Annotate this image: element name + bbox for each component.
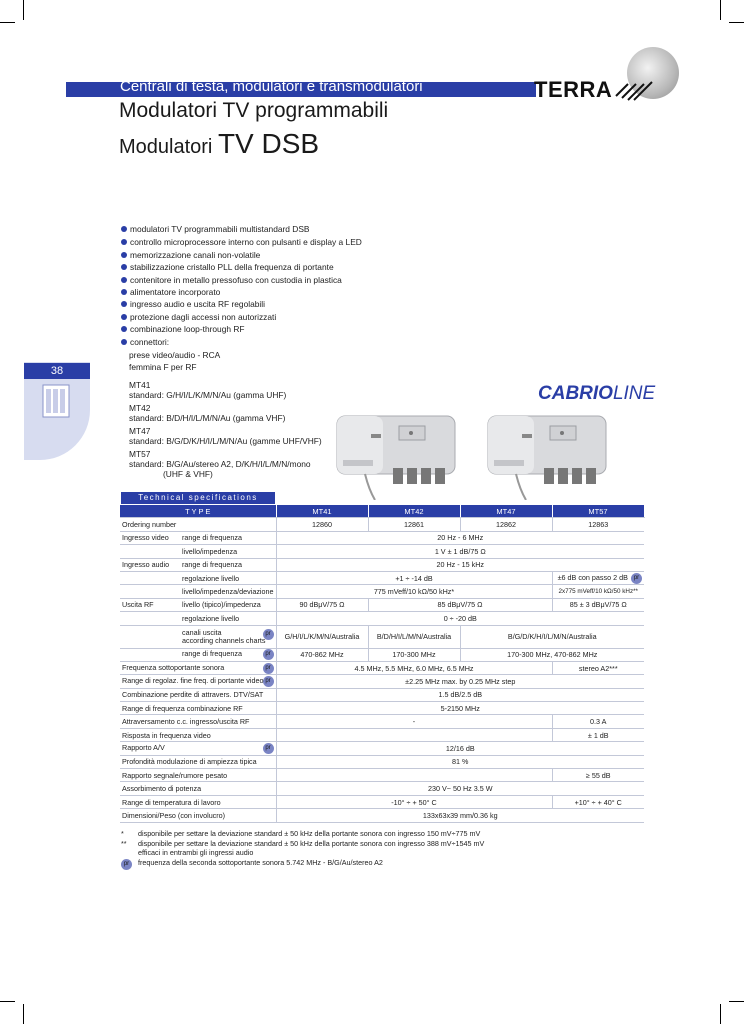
pr-badge-icon: pr (263, 663, 274, 674)
table-row: pr Frequenza sottoportante sonora 4.5 MHz, 5.5 MHz, 6.0 MHz, 6.5 MHz stereo A2*** (120, 661, 644, 674)
crop-mark (729, 1001, 744, 1002)
crop-mark (23, 0, 24, 20)
table-row: Ordering number 12860 12861 12862 12863 (120, 518, 644, 531)
page-number: 38 (24, 363, 90, 379)
crop-mark (720, 0, 721, 20)
table-row: Range di temperatura di lavoro -10° ÷ + 50° C +10° ÷ + 40° C (120, 795, 644, 808)
table-row: Uscita RF livello (tipico)/impedenza 90 dBμV/75 Ω 85 dBμV/75 Ω 85 ± 3 dBμV/75 Ω (120, 598, 644, 611)
pr-badge-icon: pr (631, 573, 642, 584)
table-row: regolazione livello +1 ÷ -14 dB pr ±6 dB con passo 2 dB (120, 571, 644, 584)
model-standard: standard: B/G/D/K/H/I/L/M/N/Au (gamme UHF/VHF) (129, 436, 322, 446)
table-row: Assorbimento di potenza 230 V~ 50 Hz 3.5 W (120, 782, 644, 795)
bullet-icon (121, 252, 127, 258)
brand-logo: TERRA (534, 77, 613, 102)
table-row: Rapporto segnale/rumore pesato ≥ 55 dB (120, 769, 644, 782)
feature-item: connettori: (121, 337, 169, 347)
table-row: Ingresso audio range di frequenza 20 Hz - 15 kHz (120, 558, 644, 571)
section-title: Centrali di testa, modulatori e transmodulatori (120, 78, 423, 95)
pr-badge-icon: pr (263, 743, 274, 754)
section-header-bar (66, 78, 536, 97)
bullet-icon (121, 264, 127, 270)
bullet-icon (121, 277, 127, 283)
model-header: MT47 (460, 505, 552, 518)
table-header-row (120, 505, 644, 518)
table-row: Profondità modulazione di ampiezza tipica 81 % (120, 755, 644, 768)
model-header: MT42 (368, 505, 460, 518)
spec-table (120, 505, 645, 823)
feature-item: contenitore in metallo pressofuso con custodia in plastica (121, 275, 342, 285)
bullet-icon (121, 339, 127, 345)
crop-mark (0, 1001, 15, 1002)
table-row: Combinazione perdite di attravers. DTV/SAT 1.5 dB/2.5 dB (120, 688, 644, 701)
table-row: Dimensioni/Peso (con involucro) 133x63x39 mm/0.36 kg (120, 809, 644, 822)
table-row: regolazione livello 0 ÷ -20 dB (120, 612, 644, 625)
connector-item: prese video/audio - RCA (129, 350, 221, 360)
feature-item: alimentatore incorporato (121, 287, 220, 297)
model-standard: standard: B/D/H/I/L/M/N/Au (gamma VHF) (129, 413, 286, 423)
feature-item: memorizzazione canali non-volatile (121, 250, 260, 260)
pr-badge-icon: pr (263, 649, 274, 660)
table-row: Range di frequenza combinazione RF 5-2150 MHz (120, 702, 644, 715)
crop-mark (0, 22, 15, 23)
feature-item: ingresso audio e uscita RF regolabili (121, 299, 265, 309)
feature-item: modulatori TV programmabili multistandard DSB (121, 224, 310, 234)
table-row: livello/impedenza 1 V ± 1 dB/75 Ω (120, 545, 644, 558)
bullet-icon (121, 314, 127, 320)
pr-badge-icon: pr (121, 859, 132, 870)
modulator-device-image (486, 410, 636, 500)
logo-swoosh-icon (614, 76, 654, 102)
subtitle-emphasis: TV DSB (217, 128, 320, 159)
bullet-icon (121, 289, 127, 295)
subtitle-prefix: Modulatori (119, 136, 213, 158)
pr-badge-icon: pr (263, 676, 274, 687)
model-header: MT41 (276, 505, 368, 518)
footnote: efficaci in entrambi gli ingressi audio (138, 848, 254, 857)
crop-mark (729, 22, 744, 23)
table-row: Attraversamento c.c. ingresso/uscita RF - 0.3 A (120, 715, 644, 728)
table-row: livello/impedenza/deviazione 775 mVeff/10 kΩ/50 kHz* 2x775 mVeff/10 kΩ/50 kHz** (120, 585, 644, 598)
feature-item: controllo microprocessore interno con pulsanti e display a LED (121, 237, 362, 247)
footnote: ** disponibile per settare la deviazione standard ± 50 kHz della portante sonora con ingresso 388 mV÷1545 mV (121, 839, 485, 848)
model-header: MT57 (552, 505, 644, 518)
model-standard: standard: B/G/Au/stereo A2, D/K/H/I/L/M/N/mono (129, 459, 311, 469)
model-name: MT57 (129, 449, 151, 459)
table-row: pr Range di regolaz. fine freq. di portante video ±2.25 MHz max. by 0.25 MHz step (120, 675, 644, 688)
model-standard-bands: (UHF & VHF) (163, 469, 213, 479)
page-subtitle (119, 128, 319, 160)
bullet-icon (121, 301, 127, 307)
type-header: T Y P E (120, 505, 276, 518)
crop-mark (720, 1004, 721, 1024)
model-standard: standard: G/H/I/L/K/M/N/Au (gamma UHF) (129, 390, 287, 400)
bullet-icon (121, 226, 127, 232)
feature-item: stabilizzazione cristallo PLL della frequenza di portante (121, 262, 334, 272)
bullet-icon (121, 326, 127, 332)
table-row: pr canali uscita according channels charts G/H/I/L/K/M/N/Australia B/D/H/I/L/M/N/Australia B/G/D/K/H/I/L/M/N/Australia (120, 625, 644, 648)
table-row: Risposta in frequenza video ± 1 dB (120, 728, 644, 741)
model-name: MT47 (129, 426, 151, 436)
pr-badge-icon: pr (263, 629, 274, 640)
table-row: pr Rapporto A/V 12/16 dB (120, 742, 644, 755)
model-name: MT42 (129, 403, 151, 413)
crop-mark (23, 1004, 24, 1024)
table-row: pr range di frequenza 470-862 MHz 170-300 MHz 170-300 MHz, 470-862 MHz (120, 648, 644, 661)
tech-spec-label: Technical specifications (121, 492, 275, 504)
connector-item: femmina F per RF (129, 362, 197, 372)
bullet-icon (121, 239, 127, 245)
cabrio-line-logo: CABRIOLINE (538, 383, 656, 404)
footnote: pr frequenza della seconda sottoportante sonora 5.742 MHz - B/G/Au/stereo A2 (121, 858, 383, 870)
footnote: * disponibile per settare la deviazione standard ± 50 kHz della portante sonora con ingresso 150 mV÷775 mV (121, 829, 481, 838)
modulator-device-image (335, 410, 485, 500)
model-name: MT41 (129, 380, 151, 390)
rack-modules-icon (42, 384, 70, 418)
page-title: Modulatori TV programmabili (119, 99, 389, 122)
feature-item: combinazione loop-through RF (121, 324, 245, 334)
feature-item: protezione dagli accessi non autorizzati (121, 312, 276, 322)
table-row: Ingresso video range di frequenza 20 Hz - 6 MHz (120, 531, 644, 544)
